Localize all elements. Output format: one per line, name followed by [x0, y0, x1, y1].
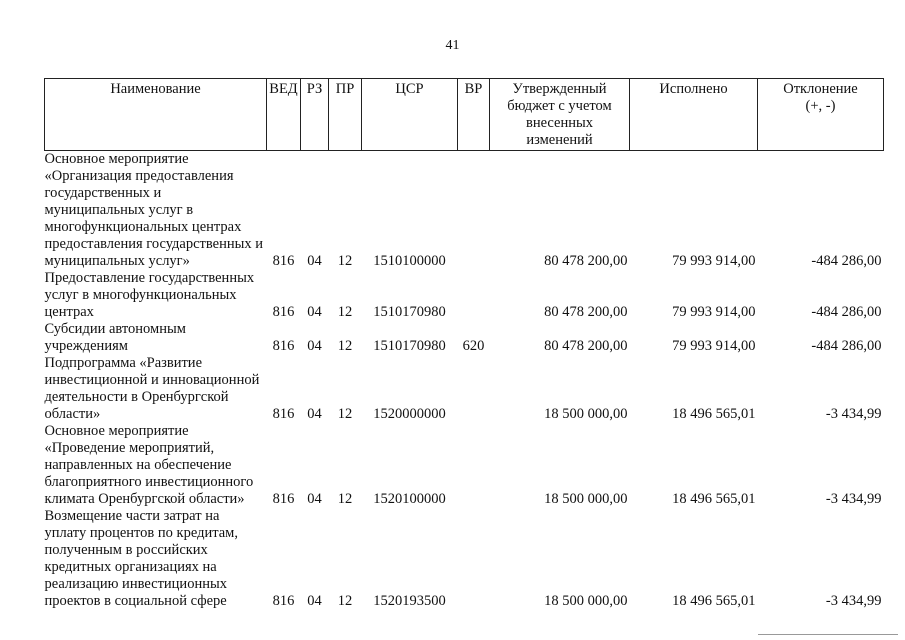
row-deviation: -484 286,00 — [811, 304, 882, 320]
row-deviation: -3 434,99 — [825, 593, 882, 609]
row-ved: 816 — [272, 491, 295, 507]
row-pr: 12 — [337, 253, 353, 269]
row-deviation: -484 286,00 — [811, 253, 882, 269]
row-name: Субсидии автономным учреждениям — [44, 321, 186, 354]
row-csr: 1520000000 — [373, 406, 446, 422]
row-ved: 816 — [272, 593, 295, 609]
row-csr: 1520193500 — [373, 593, 446, 609]
row-ved: 816 — [272, 338, 295, 354]
row-vr — [458, 423, 490, 508]
table-row — [45, 423, 884, 508]
row-rz: 04 — [307, 593, 322, 609]
row-pr: 12 — [337, 491, 353, 507]
row-executed: 18 496 565,01 — [672, 593, 756, 609]
row-budget: 80 478 200,00 — [544, 253, 628, 269]
row-csr: 1510170980 — [373, 338, 446, 354]
row-name: Возмещение части затрат на уплату процентов по кредитам, полученным в российских кредитных организациях на реализацию инвестиционных проектов в социальной сфере — [44, 508, 238, 609]
row-ved: 816 — [272, 406, 295, 422]
row-budget: 80 478 200,00 — [544, 304, 628, 320]
row-ved: 816 — [272, 253, 295, 269]
row-rz: 04 — [307, 406, 322, 422]
budget-table — [44, 78, 884, 610]
row-vr — [458, 508, 490, 610]
row-executed: 18 496 565,01 — [672, 491, 756, 507]
page-number: 41 — [445, 38, 460, 53]
header-ved: ВЕД — [267, 79, 301, 151]
row-rz: 04 — [307, 253, 322, 269]
row-csr: 1520100000 — [373, 491, 446, 507]
header-csr: ЦСР — [362, 79, 458, 151]
row-executed: 79 993 914,00 — [672, 253, 756, 269]
header-row — [45, 79, 884, 151]
row-pr: 12 — [337, 406, 353, 422]
row-executed: 79 993 914,00 — [672, 338, 756, 354]
row-deviation: -484 286,00 — [811, 338, 882, 354]
row-budget: 18 500 000,00 — [544, 406, 628, 422]
header-vr: ВР — [458, 79, 490, 151]
header-executed: Исполнено — [630, 79, 758, 151]
row-budget: 18 500 000,00 — [544, 491, 628, 507]
row-pr: 12 — [337, 593, 353, 609]
header-rz: РЗ — [301, 79, 329, 151]
header-pr: ПР — [329, 79, 362, 151]
scan-edge-line — [758, 634, 898, 635]
row-name: Подпрограмма «Развитие инвестиционной и инновационной деятельности в Оренбургской области» — [44, 355, 260, 422]
row-rz: 04 — [307, 491, 322, 507]
row-csr: 1510170980 — [373, 304, 446, 320]
row-rz: 04 — [307, 304, 322, 320]
table-row — [45, 321, 884, 355]
row-deviation: -3 434,99 — [825, 491, 882, 507]
row-name: Основное мероприятие «Организация предоставления государственных и муниципальных услуг в многофункциональных центрах предоставления государственных и муниципальных услуг» — [44, 151, 263, 269]
row-rz: 04 — [307, 338, 322, 354]
table-row — [45, 270, 884, 321]
row-deviation: -3 434,99 — [825, 406, 882, 422]
header-deviation: Отклонение (+, -) — [758, 79, 884, 151]
row-name: Предоставление государственных услуг в многофункциональных центрах — [44, 270, 255, 320]
row-vr — [458, 270, 490, 321]
table-row — [45, 508, 884, 610]
row-budget: 18 500 000,00 — [544, 593, 628, 609]
row-vr — [458, 355, 490, 423]
header-name: Наименование — [45, 79, 267, 151]
row-pr: 12 — [337, 304, 353, 320]
row-budget: 80 478 200,00 — [544, 338, 628, 354]
row-name: Основное мероприятие «Проведение мероприятий, направленных на обеспечение благоприятного инвестиционного климата Оренбургской области» — [44, 423, 254, 507]
row-vr: 620 — [462, 338, 485, 354]
row-ved: 816 — [272, 304, 295, 320]
row-pr: 12 — [337, 338, 353, 354]
row-csr: 1510100000 — [373, 253, 446, 269]
header-budget: Утвержденный бюджет с учетом внесенных изменений — [490, 79, 630, 151]
table-row — [45, 151, 884, 271]
table-row — [45, 355, 884, 423]
row-executed: 18 496 565,01 — [672, 406, 756, 422]
row-executed: 79 993 914,00 — [672, 304, 756, 320]
row-vr — [458, 151, 490, 271]
